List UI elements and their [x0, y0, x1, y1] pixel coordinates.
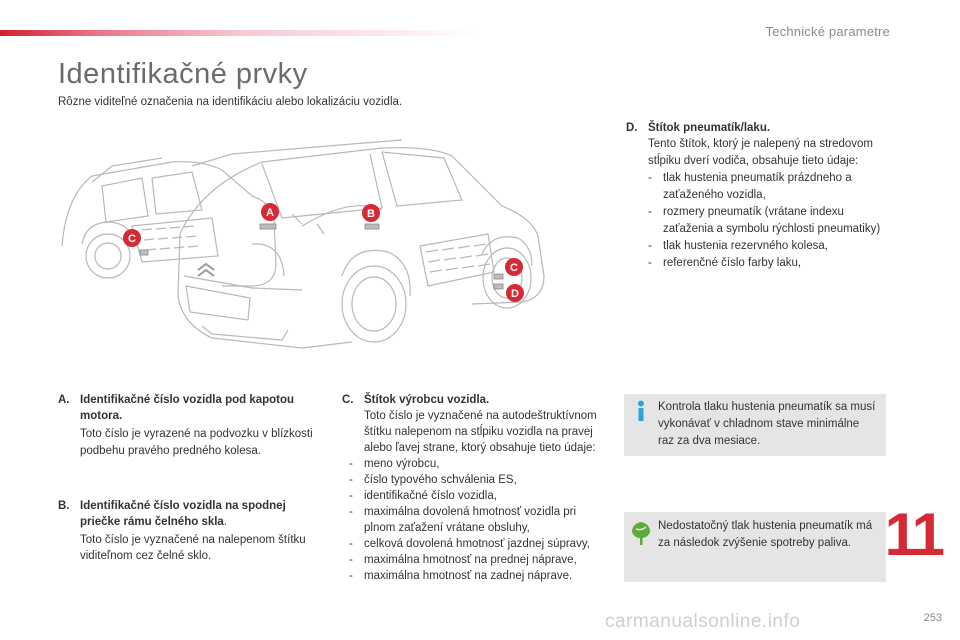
list-item: - tlak hustenia pneumatík prázdneho a zaťaženého vozidla, — [644, 170, 888, 204]
item-b-heading-end: . — [223, 516, 228, 528]
item-a-text: Toto číslo je vyrazené na podvozku v blízkosti podbehu pravého predného kolesa. — [80, 428, 313, 457]
list-item: - referenčné číslo farby laku, — [644, 255, 888, 272]
item-c-text: Toto číslo je vyznačené na autodeštruktívnom štítku nalepenom na stĺpiku vozidla na pravej alebo ľavej strane, ktorý obsahuje tieto údaje: — [364, 410, 597, 454]
list-item: - meno výrobcu, — [345, 456, 604, 472]
list-item: - rozmery pneumatík (vrátane indexu zaťaženia a symbolu rýchlosti pneumatiky) — [644, 204, 888, 238]
marker-c-right — [505, 258, 523, 276]
item-d-letter: D. — [626, 122, 638, 134]
chapter-number: 11 — [884, 501, 942, 568]
page-number: 253 — [923, 612, 942, 624]
watermark: carmanualsonline.info — [605, 611, 801, 632]
item-d-text: Tento štítok, ktorý je nalepený na stredovom stĺpiku dverí vodiča, obsahuje tieto údaje: — [648, 138, 874, 167]
svg-text:D: D — [511, 288, 519, 300]
list-item: - maximálna hmotnosť na prednej nápravе, — [345, 552, 604, 568]
item-d — [626, 120, 888, 272]
info-box — [624, 394, 886, 456]
item-a-heading: Identifikačné číslo vozidla pod kapotou motora. — [80, 394, 295, 422]
item-c-list — [345, 456, 604, 584]
leaf-icon — [630, 520, 652, 546]
eco-box-text: Nedostatočný tlak hustenia pneumatík má za následok zvýšenie spotreby paliva. — [658, 520, 873, 549]
marker-b — [362, 204, 380, 222]
item-b — [58, 498, 328, 564]
list-item: - číslo typového schválenia ES, — [345, 472, 604, 488]
info-box-text: Kontrola tlaku hustenia pneumatík sa musí vykonávať v chladnom stave minimálne raz za dva mesiace. — [658, 401, 876, 447]
section-title: Technické parametre — [765, 24, 890, 39]
marker-a — [261, 203, 279, 221]
svg-text:B: B — [367, 208, 375, 220]
svg-text:C: C — [510, 262, 518, 274]
info-icon — [635, 400, 647, 422]
item-b-text: Toto číslo je vyznačené na nalepenom štítku viditeľnom cez čelné sklo. — [80, 534, 306, 562]
item-c — [342, 392, 604, 584]
vehicle-illustration — [52, 126, 592, 376]
list-item: - maximálna hmotnosť na zadnej náprave. — [345, 568, 604, 584]
item-d-list — [644, 170, 888, 272]
item-d-heading: Štítok pneumatík/laku. — [648, 122, 771, 134]
page-subtitle: Rôzne viditeľné označenia na identifikáciu alebo lokalizáciu vozidla. — [58, 96, 403, 108]
item-a-letter: A. — [58, 394, 70, 406]
item-c-heading: Štítok výrobcu vozidla. — [364, 394, 490, 406]
page-title: Identifikačné prvky — [58, 58, 308, 90]
list-item: - tlak hustenia rezervného kolesa, — [644, 238, 888, 255]
header-accent-bar — [0, 30, 480, 36]
item-b-letter: B. — [58, 500, 70, 512]
item-c-letter: C. — [342, 394, 354, 406]
svg-text:A: A — [266, 207, 274, 219]
marker-d — [506, 284, 524, 302]
svg-text:C: C — [128, 233, 136, 245]
marker-c-left — [123, 229, 141, 247]
list-item: - celková dovolená hmotnosť jazdnej súpravy, — [345, 536, 604, 552]
item-b-heading: Identifikačné číslo vozidla na spodnej priečke rámu čelného skla — [80, 500, 286, 528]
eco-box — [624, 512, 886, 582]
list-item: - maximálna dovolená hmotnosť vozidla pri plnom zaťažení vrátane obsluhy, — [345, 504, 604, 536]
item-a — [58, 392, 328, 460]
list-item: - identifikačné číslo vozidla, — [345, 488, 604, 504]
